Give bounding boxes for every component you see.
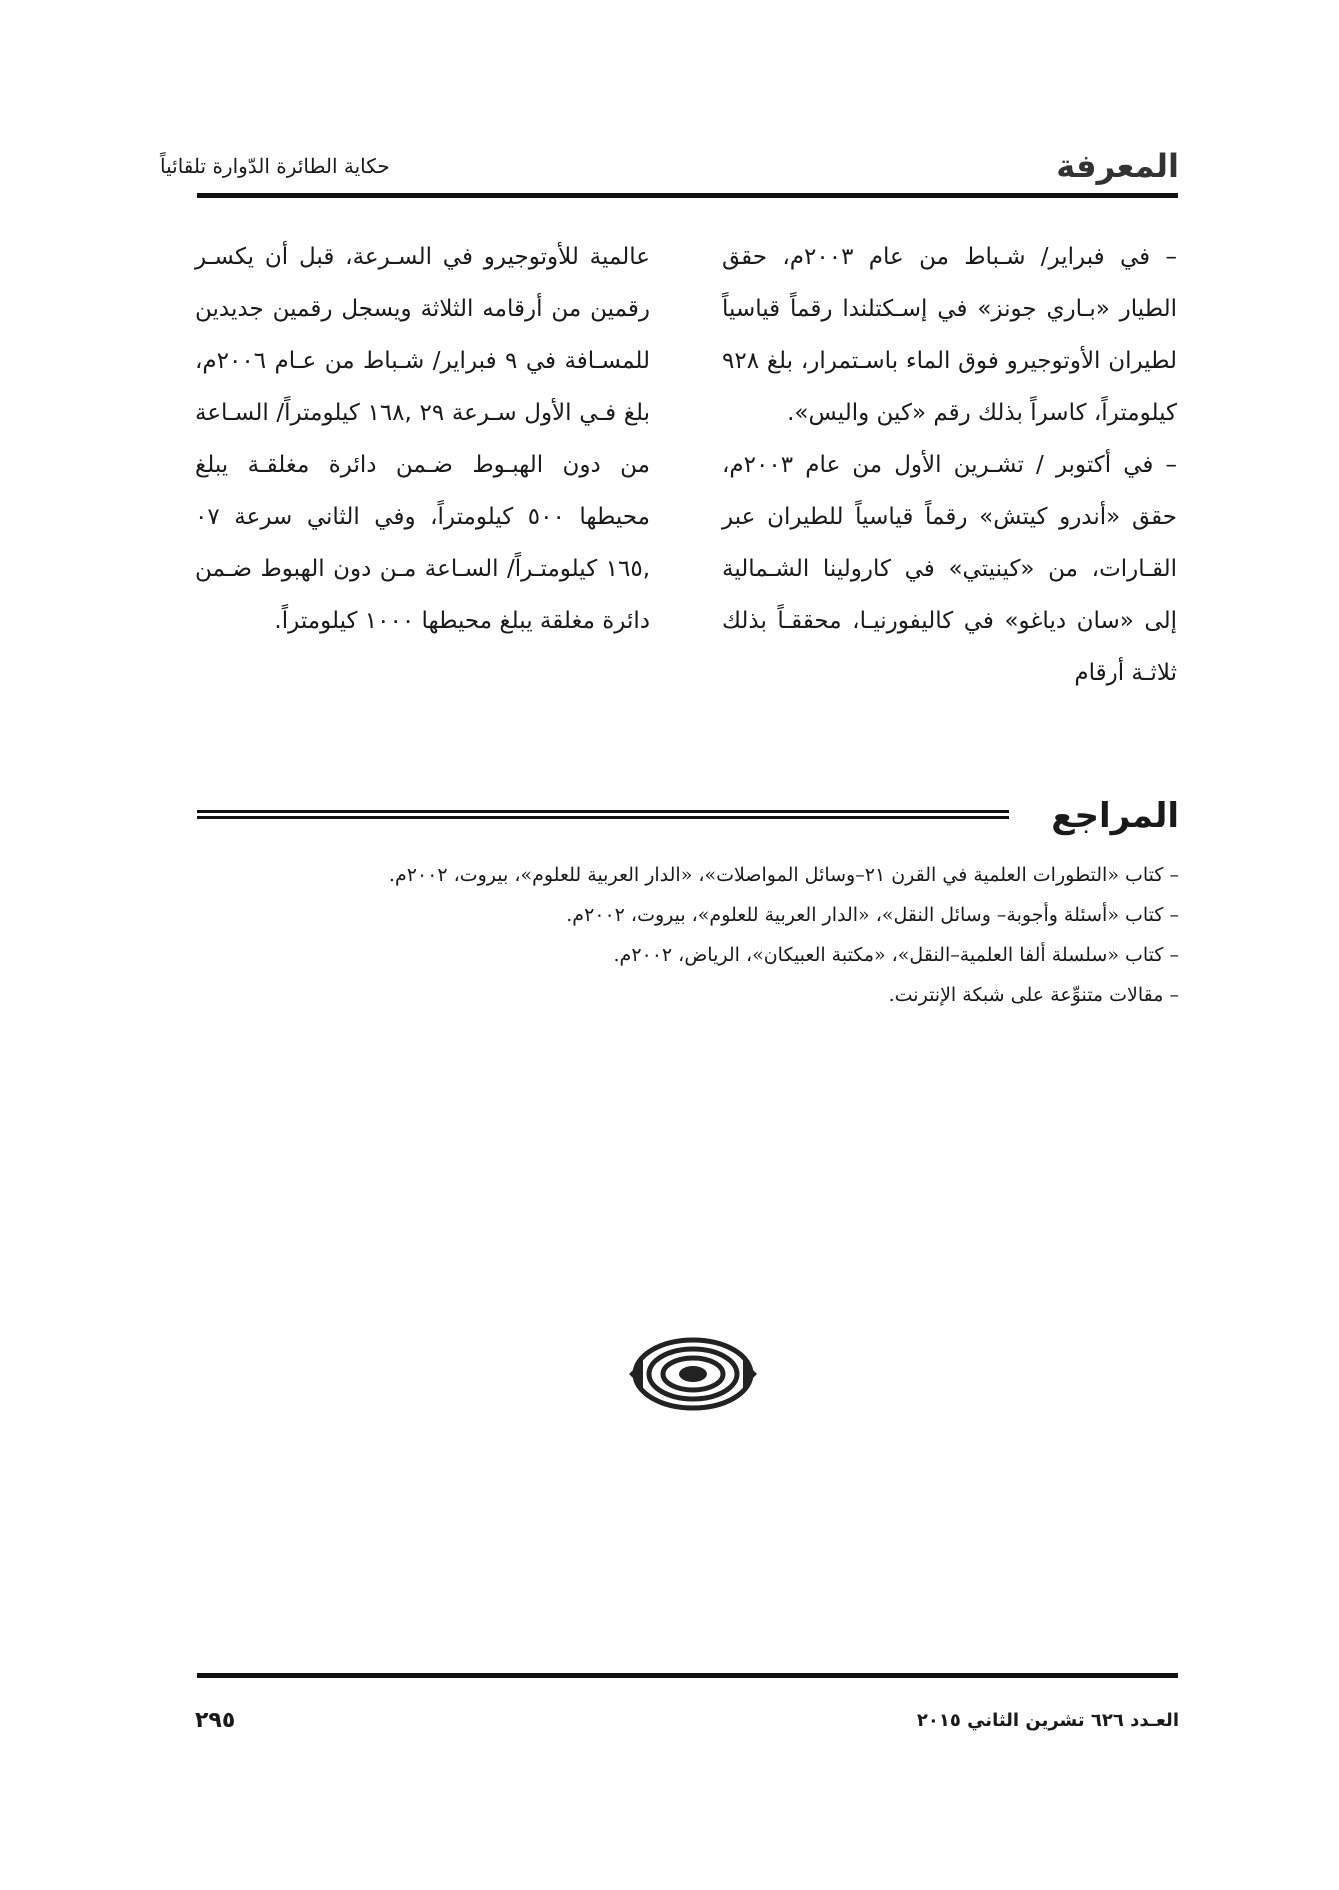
article-column-right: [722, 231, 1177, 751]
reference-item: – مقالات متنوِّعة على شبكة الإنترنت.: [888, 984, 1179, 1006]
footer-rule: [197, 1673, 1178, 1678]
reference-item: – كتاب «التطورات العلمية في القرن ٢١–وسائل المواصلات»، «الدار العربية للعلوم»، بيروت، ٢٠٠٢م.: [388, 864, 1179, 886]
references-list: [198, 855, 1179, 1015]
reference-item: – كتاب «أسئلة وأجوبة– وسائل النقل»، «الدار العربية للعلوم»، بيروت، ٢٠٠٢م.: [566, 904, 1179, 926]
page-number: ٢٩٥: [195, 1708, 236, 1733]
paragraph: عالمية للأوتوجيرو في السـرعة، قبل أن يكسـر رقمين من أرقامه الثلاثة ويسجل رقمين جديدين للمسـافة في ٩ فبراير/ شـباط من عـام ٢٠٠٦م، بلغ فـي الأول سـرعة ٢٩ ,١٦٨ كيلومتراً/ السـاعة من دون الهبـوط ضـمن دائرة مغلقـة يبلغ محيطها ٥٠٠ كيلومتراً، وفي الثاني سرعة ٠٧ ,١٦٥ كيلومتـراً/ السـاعة مـن دون الهبوط ضـمن دائرة مغلقة يبلغ محيطها ١٠٠٠ كيلومتراً.: [195, 244, 650, 634]
paragraph: – في فبراير/ شـباط من عام ٢٠٠٣م، حقق الطيار «بـاري جونز» في إسـكتلندا رقماً قياسياً لطيران الأوتوجيرو فوق الماء باسـتمرار، بلغ ٩٢٨ كيلومتراً، كاسراً بذلك رقم «كين واليس».: [722, 244, 1177, 426]
article-column-left: [195, 231, 650, 751]
paragraph: – في أكتوبر / تشـرين الأول من عام ٢٠٠٣م، حقق «أندرو كيتش» رقماً قياسياً للطيران عبر القـارات، من «كينيتي» في كارولينا الشـمالية إلى «سان دياغو» في كاليفورنيـا، محققـاً بذلك ثلاثـة أرقام: [722, 452, 1177, 686]
issue-info: العـدد ٦٢٦ تشرين الثاني ٢٠١٥: [916, 1710, 1179, 1731]
references-heading: المراجع: [1051, 796, 1179, 836]
reference-item: – كتاب «سلسلة ألفا العلمية–النقل»، «مكتبة العبيكان»، الرياض، ٢٠٠٢م.: [613, 944, 1179, 966]
magazine-logo: المعرفة: [1056, 147, 1179, 185]
running-title: حكاية الطائرة الدّوارة تلقائياً: [160, 154, 390, 178]
arabesque-ornament-icon: [627, 1334, 759, 1414]
references-heading-rule: [197, 810, 1009, 824]
header-rule: [197, 193, 1178, 198]
